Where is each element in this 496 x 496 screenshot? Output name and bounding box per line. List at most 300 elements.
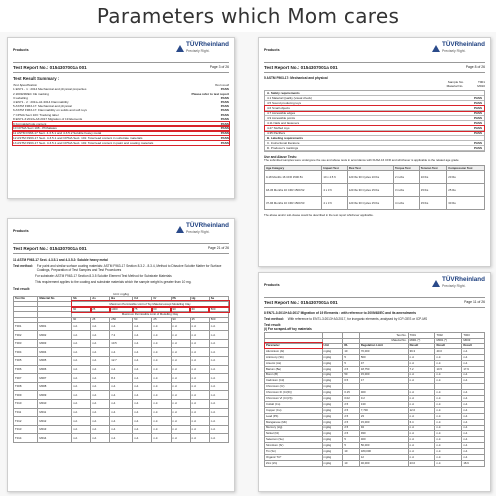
parameter: Barium (Ba) bbox=[265, 366, 323, 372]
rl: 2.5 bbox=[343, 431, 360, 437]
requirement-text: 4.6 Small objects bbox=[267, 105, 290, 110]
test-no: T010 bbox=[14, 400, 38, 409]
result-cell: n.d. bbox=[152, 417, 171, 426]
brand-name: TÜVRheinland bbox=[441, 41, 485, 48]
test-no: T001 bbox=[14, 322, 38, 331]
requirement-row bbox=[265, 146, 484, 151]
result: n.d. bbox=[408, 354, 435, 360]
requirement-result: PASS bbox=[474, 95, 482, 100]
rl: 0.15 bbox=[343, 390, 360, 396]
table-row bbox=[14, 357, 229, 366]
result: 6.4 bbox=[408, 419, 435, 425]
summary-row bbox=[13, 131, 229, 135]
requirement-result: PASS bbox=[474, 120, 482, 125]
result-cell: n.d. bbox=[133, 434, 152, 443]
result: n.d. bbox=[462, 443, 485, 449]
result-cell: n.d. bbox=[152, 339, 171, 348]
result: n.d. bbox=[462, 437, 485, 443]
note-text: This requirement applies to the coating and substrate materials which the sample weight is greater than 10 mg. bbox=[35, 280, 192, 285]
result-cell: n.d. bbox=[91, 434, 110, 443]
result-label: Test result: bbox=[13, 287, 30, 292]
result: n.d. bbox=[462, 396, 485, 402]
result-cell: n.d. bbox=[133, 357, 152, 366]
result-cell: n.d. bbox=[133, 348, 152, 357]
result-cell: n.d. bbox=[110, 408, 133, 417]
summary-title: Test Result Summary : bbox=[13, 76, 60, 81]
material-no: M005 bbox=[38, 357, 72, 366]
rl: 5 bbox=[343, 437, 360, 443]
tuv-triangle-icon bbox=[432, 45, 440, 52]
report-page-migration bbox=[258, 272, 491, 492]
unit: mg/kg bbox=[322, 384, 343, 390]
result-cell: n.d. bbox=[110, 348, 133, 357]
report-number-bar bbox=[13, 62, 229, 73]
clay-limit-value: 25 bbox=[91, 317, 110, 322]
result-cell: n.d. bbox=[209, 322, 228, 331]
test-no: T003 bbox=[14, 339, 38, 348]
regulation-limit: 930 bbox=[359, 431, 408, 437]
result-cell: n.d. bbox=[91, 322, 110, 331]
requirement-list bbox=[264, 90, 485, 152]
regulation-limit: 12 bbox=[359, 454, 408, 460]
unit: mg/kg bbox=[322, 348, 343, 354]
result-cell: n.d. bbox=[91, 357, 110, 366]
material-no: M001 (*) bbox=[435, 338, 462, 343]
method-label: Test method: bbox=[264, 317, 284, 322]
result-cell: n.d. bbox=[91, 400, 110, 409]
summary-row-result: PASS bbox=[220, 87, 229, 92]
products-label: Products bbox=[13, 229, 29, 233]
table-header-cell: Unit bbox=[322, 343, 343, 348]
parameter: Chromium VI (Cr(VI)) bbox=[265, 396, 323, 402]
result-cell: n.d. bbox=[190, 425, 209, 434]
summary-row-result: Please refer to test report bbox=[191, 91, 229, 96]
result: n.d. bbox=[462, 354, 485, 360]
result-cell: n.d. bbox=[209, 365, 228, 374]
summary-row-text: 13 ASTM F963-17 Sect. 4.3.5.1 and CPSIA Sect. 101: Total lead content in paint and coating materials bbox=[13, 140, 154, 145]
regulation-limit: 70,000 bbox=[359, 348, 408, 354]
requirement-result: PASS bbox=[474, 140, 482, 145]
result-cell: n.d. bbox=[72, 322, 91, 331]
regulation-limit: 7,700 bbox=[359, 407, 408, 413]
result-cell: n.d. bbox=[110, 391, 133, 400]
result-cell: n.d. bbox=[190, 322, 209, 331]
result: n.d. bbox=[408, 454, 435, 460]
table-cell: 15 lbs bbox=[419, 184, 447, 197]
summary-row-text: 6 ASTM F963-17: Flammability on solids and soft toys bbox=[13, 108, 87, 113]
table-row bbox=[14, 348, 229, 357]
section-heading: 8 EN71-3:2013+A3:2017 Migration of 19 Elements : with reference to 2009/48/EC and its amendments bbox=[264, 311, 417, 315]
result-cell: n.d. bbox=[91, 348, 110, 357]
result-cell: n.d. bbox=[72, 331, 91, 340]
page-number: Page 3 of 26 bbox=[209, 65, 229, 69]
result: n.d. bbox=[435, 425, 462, 431]
rl: 2.5 bbox=[343, 401, 360, 407]
result: n.d. bbox=[435, 437, 462, 443]
report-number: Test Report No.: 0154307001a 001 bbox=[264, 65, 338, 70]
page-title: Parameters which Mom cares bbox=[96, 4, 400, 28]
result-cell: n.d. bbox=[190, 391, 209, 400]
table-row bbox=[265, 171, 485, 184]
table-row bbox=[14, 391, 229, 400]
summary-row-result: PASS bbox=[220, 116, 229, 121]
parameter: Nickel (Ni) bbox=[265, 431, 323, 437]
table-cell: 10 x 4.5 ft bbox=[322, 171, 347, 184]
requirement-result: PASS bbox=[474, 105, 482, 110]
result: n.d. bbox=[435, 396, 462, 402]
result-cell: n.d. bbox=[133, 331, 152, 340]
summary-row-result: PASS bbox=[220, 121, 229, 126]
result-cell: n.d. bbox=[133, 374, 152, 383]
parameter: Copper (Cu) bbox=[265, 407, 323, 413]
tuv-logo bbox=[176, 223, 229, 235]
result: n.d. bbox=[462, 413, 485, 419]
migration-table bbox=[264, 332, 485, 466]
result-cell: n.d. bbox=[209, 400, 228, 409]
table-row bbox=[265, 197, 485, 210]
tuv-triangle-icon bbox=[432, 280, 440, 287]
result-cell: n.d. bbox=[190, 417, 209, 426]
parameter: Aluminium (Al) bbox=[265, 348, 323, 354]
table-header-cell: Torque Test bbox=[394, 166, 420, 171]
unit: mg/kg bbox=[322, 396, 343, 402]
sample-value: T001 bbox=[477, 80, 485, 85]
tuv-logo bbox=[432, 42, 485, 54]
table-row bbox=[14, 425, 229, 434]
summary-list bbox=[8, 87, 234, 145]
table-cell: 15 lbs bbox=[419, 197, 447, 210]
requirement-text: 4.7 Accessible edges bbox=[267, 110, 296, 115]
result-cell: n.d. bbox=[209, 408, 228, 417]
summary-row-text: 4 EN71 - 2 : 2011+A1:2014 Flammability bbox=[13, 99, 69, 104]
regulation-limit: 0.2 bbox=[359, 396, 408, 402]
result-cell: n.d. bbox=[171, 339, 190, 348]
result: n.d. bbox=[408, 425, 435, 431]
clay-limit-value: 50 bbox=[133, 317, 152, 322]
result-cell: n.d. bbox=[152, 434, 171, 443]
regulation-limit: 17 bbox=[359, 378, 408, 384]
table-header-cell: Hg bbox=[190, 296, 209, 301]
result-cell: n.d. bbox=[72, 348, 91, 357]
result: n.d. bbox=[408, 390, 435, 396]
result-cell: n.d. bbox=[91, 339, 110, 348]
result-cell: n.d. bbox=[152, 374, 171, 383]
unit: mg/kg bbox=[322, 401, 343, 407]
result-cell: n.d. bbox=[171, 374, 190, 383]
summary-row bbox=[13, 122, 229, 126]
page-number: Page 11 of 26 bbox=[464, 300, 485, 304]
unit: mg/kg bbox=[322, 425, 343, 431]
material-no: M013 bbox=[38, 425, 72, 434]
result: n.d. bbox=[435, 413, 462, 419]
table-cell: 3 in-lbs bbox=[394, 184, 420, 197]
summary-row-result: PASS bbox=[220, 99, 229, 104]
unit: mg/kg bbox=[322, 431, 343, 437]
result-cell: n.d. bbox=[190, 400, 209, 409]
result: n.d. bbox=[408, 443, 435, 449]
substrate-text: For substrate: ASTM F963-17 Section 8.3.5 Soluble Element Test Method for Substrate Materials bbox=[35, 274, 172, 279]
result: n.d. bbox=[435, 454, 462, 460]
result: 23.0 bbox=[408, 460, 435, 466]
regulation-limit: 47 bbox=[359, 360, 408, 366]
result-cell: n.d. bbox=[209, 348, 228, 357]
method-label: Test method: bbox=[13, 264, 33, 269]
brand-tagline: Precisely Right. bbox=[185, 230, 210, 234]
result-cell: n.d. bbox=[133, 382, 152, 391]
result-cell: n.d. bbox=[152, 331, 171, 340]
rl: 10 bbox=[343, 348, 360, 354]
unit: mg/kg bbox=[322, 407, 343, 413]
rl: 2.5 bbox=[343, 407, 360, 413]
unit: mg/kg bbox=[322, 360, 343, 366]
tuv-logo bbox=[176, 42, 229, 54]
table-header-cell: Impact Test bbox=[322, 166, 347, 171]
table-header-cell: Cd bbox=[133, 296, 152, 301]
rl: 2.5 bbox=[343, 419, 360, 425]
unit: mg/kg bbox=[322, 372, 343, 378]
tuv-triangle-icon bbox=[176, 226, 184, 233]
table-header-cell: Tension Test bbox=[419, 166, 447, 171]
requirement-text: A. Safety requirements bbox=[267, 90, 300, 95]
table-header-cell: Se bbox=[209, 296, 228, 301]
result: n.d. bbox=[435, 390, 462, 396]
result-cell: n.d. bbox=[91, 417, 110, 426]
result-cell: n.d. bbox=[152, 365, 171, 374]
requirement-result: PASS bbox=[474, 100, 482, 105]
result-cell: n.d. bbox=[171, 348, 190, 357]
summary-row-text: 11 ASTM F963-17 Sect. 4.3.5.1 and 4.3.5.2 Soluble heavy metal bbox=[13, 131, 102, 136]
brand-name: TÜVRheinland bbox=[441, 276, 485, 283]
table-header-cell: Pb bbox=[171, 296, 190, 301]
result-cell: n.d. bbox=[91, 408, 110, 417]
category-label: (i) For scraped-off toy materials bbox=[264, 327, 312, 332]
unit: mg/kg bbox=[322, 390, 343, 396]
test-no: T012 bbox=[14, 417, 38, 426]
limit-value: 60 bbox=[72, 307, 91, 312]
result: n.d. bbox=[435, 372, 462, 378]
result-cell: n.d. bbox=[209, 417, 228, 426]
test-no: T008 bbox=[14, 382, 38, 391]
table-cell: 37-96 Months 16 CFR 1500.53 bbox=[265, 197, 322, 210]
result: n.d. bbox=[408, 413, 435, 419]
result-cell: n.d. bbox=[209, 374, 228, 383]
brand-tagline: Precisely Right. bbox=[185, 49, 210, 53]
parameter: Arsenic (As) bbox=[265, 360, 323, 366]
regulation-limit: 130 bbox=[359, 401, 408, 407]
table-header-cell: RL bbox=[343, 343, 360, 348]
unit: mg/kg bbox=[322, 460, 343, 466]
table-header-cell: As bbox=[91, 296, 110, 301]
result-cell: n.d. bbox=[91, 374, 110, 383]
result-cell: 12.7 bbox=[110, 357, 133, 366]
result-cell: n.d. bbox=[91, 382, 110, 391]
requirement-result: PASS bbox=[474, 125, 482, 130]
result-cell: n.d. bbox=[72, 357, 91, 366]
result-cell: n.d. bbox=[209, 425, 228, 434]
products-label: Products bbox=[264, 283, 280, 287]
limit-value: 25 bbox=[91, 307, 110, 312]
result-cell: n.d. bbox=[171, 391, 190, 400]
result: n.d. bbox=[462, 431, 485, 437]
limit-value: 60 bbox=[152, 307, 171, 312]
result-cell: n.d. bbox=[209, 391, 228, 400]
table-row bbox=[14, 365, 229, 374]
parameter: Cadmium (Cd) bbox=[265, 378, 323, 384]
regulation-limit: 15,000 bbox=[359, 419, 408, 425]
summary-row-text: 10 CPSIA Sect 108 - Phthalates bbox=[13, 126, 57, 131]
result: n.d. bbox=[435, 354, 462, 360]
unit: mg/kg bbox=[322, 449, 343, 455]
table-row bbox=[14, 417, 229, 426]
parameter: Boron (B) bbox=[265, 372, 323, 378]
summary-row-text: 3 Labelling bbox=[13, 95, 28, 100]
result-cell: n.d. bbox=[110, 417, 133, 426]
summary-row-result: PASS bbox=[220, 95, 229, 100]
result: n.d. bbox=[462, 407, 485, 413]
result: n.d. bbox=[408, 360, 435, 366]
result-cell: n.d. bbox=[190, 434, 209, 443]
result-cell: n.d. bbox=[91, 425, 110, 434]
result-cell: n.d. bbox=[209, 434, 228, 443]
table-header-cell: Age Category bbox=[265, 166, 322, 171]
test-no: T002 bbox=[14, 331, 38, 340]
result-cell: n.d. bbox=[133, 391, 152, 400]
table-cell: 20 lbs bbox=[447, 171, 485, 184]
result: n.d. bbox=[462, 401, 485, 407]
parameter: Chromium III (Cr(III)) bbox=[265, 390, 323, 396]
report-number: Test Report No.: 0154307001a 001 bbox=[13, 65, 87, 70]
test-no: T014 bbox=[14, 434, 38, 443]
result-cell: n.d. bbox=[152, 348, 171, 357]
limit-value: 60 bbox=[190, 307, 209, 312]
unit: mg/kg bbox=[322, 437, 343, 443]
result-cell: n.d. bbox=[209, 357, 228, 366]
clay-limit-value: 250 bbox=[110, 317, 133, 322]
result-label: Test result: bbox=[264, 323, 281, 328]
page-number: Page 21 of 26 bbox=[207, 246, 229, 250]
result-cell: n.d. bbox=[133, 322, 152, 331]
parameter: Selenium (Se) bbox=[265, 437, 323, 443]
rl: 5 bbox=[343, 443, 360, 449]
requirement-text: 4.1 Material Quality (visual check) bbox=[267, 95, 313, 100]
result-cell: n.d. bbox=[110, 400, 133, 409]
summary-row-result: PASS bbox=[220, 108, 229, 113]
rl: 50 bbox=[343, 372, 360, 378]
result-cell: n.d. bbox=[190, 331, 209, 340]
result: 10.5 bbox=[435, 366, 462, 372]
clay-limit-value: 500 bbox=[209, 317, 228, 322]
result-cell: n.d. bbox=[190, 382, 209, 391]
rl: 2.5 bbox=[343, 413, 360, 419]
section-heading: 11 ASTM F963-17 Sect. 4.3.5.1 and 4.3.5.2: Soluble heavy metal bbox=[13, 258, 108, 262]
result-cell: n.d. bbox=[171, 357, 190, 366]
limit-value: 500 bbox=[209, 307, 228, 312]
result-cell: n.d. bbox=[110, 322, 133, 331]
material-no: M001 (*) bbox=[408, 338, 435, 343]
table-cell: 0-18 Months 16 CFR 1500.51 bbox=[265, 171, 322, 184]
products-label: Products bbox=[13, 48, 29, 52]
summary-row-result: PASS bbox=[220, 140, 229, 145]
test-no: T009 bbox=[14, 391, 38, 400]
summary-row-text: 8 EN71-3:2013+A3:2017 Migration of 19 Elements bbox=[13, 116, 83, 121]
regulation-limit: 460 bbox=[359, 390, 408, 396]
table-row bbox=[14, 322, 229, 331]
result-cell: n.d. bbox=[171, 331, 190, 340]
result: n.d. bbox=[462, 348, 485, 354]
result: n.d. bbox=[408, 431, 435, 437]
report-page-summary bbox=[7, 37, 235, 199]
summary-row-text: 5 ASTM F963-17: Mechanical and physical bbox=[13, 104, 72, 109]
result-cell: 10.5 bbox=[110, 339, 133, 348]
tuv-triangle-icon bbox=[176, 45, 184, 52]
parameter: Strontium (Sr) bbox=[265, 443, 323, 449]
result: n.d. bbox=[435, 460, 462, 466]
result: n.d. bbox=[435, 443, 462, 449]
table-cell: 120 lbs 30 Cycles 15 lbs bbox=[347, 197, 393, 210]
abuse-test-table bbox=[264, 165, 485, 210]
rl: 0.5 bbox=[343, 378, 360, 384]
result: n.d. bbox=[462, 378, 485, 384]
result-cell: n.d. bbox=[72, 434, 91, 443]
result: n.d. bbox=[435, 419, 462, 425]
summary-row-text: 12 ASTM F963-17 Sect. 4.3.5.1 and CPSIA Sect. 101: Total lead content in substrate materials bbox=[13, 135, 143, 140]
result-cell: n.d. bbox=[110, 365, 133, 374]
result-cell: n.d. bbox=[133, 425, 152, 434]
rl: 5 bbox=[343, 354, 360, 360]
table-row bbox=[265, 460, 485, 466]
clay-limit-value: 60 bbox=[72, 317, 91, 322]
requirement-result: PASS bbox=[474, 115, 482, 120]
summary-row-result: PASS bbox=[220, 104, 229, 109]
result-cell: n.d. bbox=[209, 382, 228, 391]
result-cell: n.d. bbox=[171, 434, 190, 443]
result: n.d. bbox=[408, 372, 435, 378]
clay-limit-value: 90 bbox=[171, 317, 190, 322]
result-cell: n.d. bbox=[171, 408, 190, 417]
rl: 2.5 bbox=[343, 366, 360, 372]
parameter: Antimony (Sb) bbox=[265, 354, 323, 360]
test-no: T006 bbox=[14, 365, 38, 374]
heavy-metal-table bbox=[13, 296, 229, 443]
unit: mg/kg bbox=[322, 378, 343, 384]
regulation-limit: 460 bbox=[359, 437, 408, 443]
result-cell: n.d. bbox=[133, 400, 152, 409]
material-no-label: Material No. bbox=[359, 338, 408, 343]
limit-value: 90 bbox=[171, 307, 190, 312]
requirement-text: 4.11 Nails and fasteners bbox=[267, 120, 300, 125]
result: n.d. bbox=[462, 360, 485, 366]
table-header-cell: Flex Test bbox=[347, 166, 393, 171]
material-no: M009 bbox=[38, 391, 72, 400]
table-cell: 4 x 3 ft bbox=[322, 184, 347, 197]
result-cell: n.d. bbox=[190, 348, 209, 357]
summary-row bbox=[13, 117, 229, 121]
material-label: Material No. bbox=[446, 84, 464, 89]
result: n.d. bbox=[462, 390, 485, 396]
result: n.d. bbox=[462, 419, 485, 425]
abuse-title: Use and Abuse Tests: bbox=[264, 154, 297, 159]
result: n.d. bbox=[462, 372, 485, 378]
material-no: M008 bbox=[38, 382, 72, 391]
summary-row bbox=[13, 136, 229, 140]
limit-value: 1000 bbox=[110, 307, 133, 312]
requirement-text: 4.5 Sound producing toys bbox=[267, 100, 302, 105]
table-row bbox=[14, 400, 229, 409]
result: n.d. bbox=[435, 401, 462, 407]
result: n.d. bbox=[408, 378, 435, 384]
unit: mg/kg bbox=[322, 443, 343, 449]
result-cell: n.d. bbox=[209, 331, 228, 340]
